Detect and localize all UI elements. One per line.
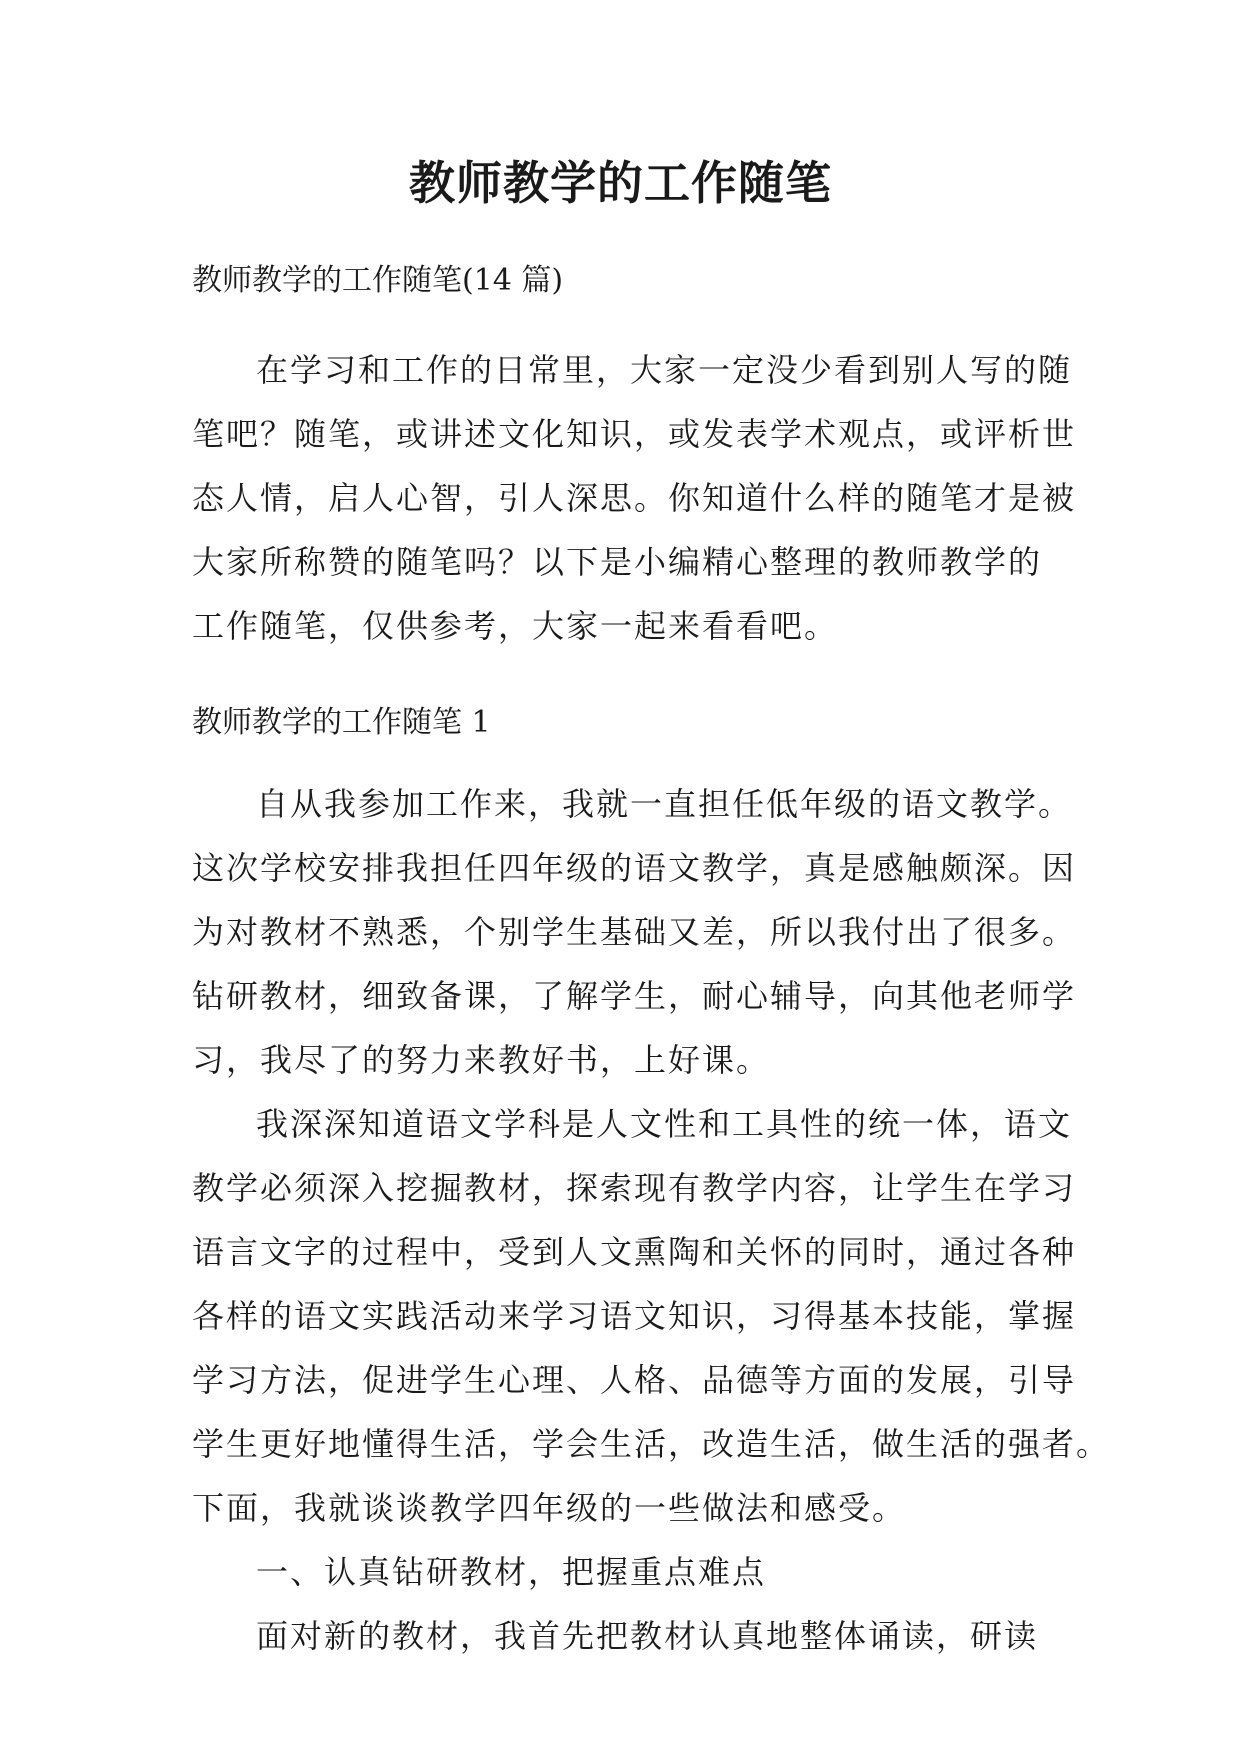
paragraph-line: 笔吧？随笔，或讲述文化知识，或发表学术观点，或评析世 bbox=[192, 415, 1077, 453]
paragraph-line: 钻研教材，细致备课，了解学生，耐心辅导，向其他老师学 bbox=[192, 977, 1077, 1015]
paragraph-line: 学生更好地懂得生活，学会生活，改造生活，做生活的强者。 bbox=[192, 1425, 1111, 1463]
paragraph-line: 下面，我就谈谈教学四年级的一些做法和感受。 bbox=[192, 1489, 907, 1527]
paragraph-line: 在学习和工作的日常里，大家一定没少看到别人写的随 bbox=[256, 351, 1073, 389]
body-paragraph-3 bbox=[192, 1604, 1062, 1668]
paragraph-line: 面对新的教材，我首先把教材认真地整体诵读，研读 bbox=[256, 1617, 1039, 1655]
intro-paragraph bbox=[192, 338, 1077, 658]
paragraph-line: 态人情，启人心智，引人深思。你知道什么样的随笔才是被 bbox=[192, 479, 1077, 517]
paragraph-line: 为对教材不熟悉，个别学生基础又差，所以我付出了很多。 bbox=[192, 913, 1077, 951]
paragraph-line: 大家所称赞的随笔吗？以下是小编精心整理的教师教学的 bbox=[192, 543, 1043, 581]
paragraph-line: 教学必须深入挖掘教材，探索现有教学内容，让学生在学习 bbox=[192, 1169, 1077, 1207]
paragraph-line: 习，我尽了的努力来教好书，上好课。 bbox=[192, 1041, 771, 1079]
paragraph-line: 自从我参加工作来，我就一直担任低年级的语文教学。 bbox=[256, 785, 1073, 823]
paragraph-line: 学习方法，促进学生心理、人格、品德等方面的发展，引导 bbox=[192, 1361, 1077, 1399]
point-heading-1 bbox=[192, 1540, 1062, 1604]
paragraph-line: 各样的语文实践活动来学习语文知识，习得基本技能，掌握 bbox=[192, 1297, 1077, 1335]
body-paragraph-1 bbox=[192, 772, 1077, 1092]
paragraph-line: 这次学校安排我担任四年级的语文教学，真是感触颇深。因 bbox=[192, 849, 1077, 887]
document-subtitle: 教师教学的工作随笔(14 篇) bbox=[192, 263, 564, 298]
point-heading-text: 一、认真钻研教材，把握重点难点 bbox=[256, 1553, 767, 1591]
paragraph-line: 语言文字的过程中，受到人文熏陶和关怀的同时，通过各种 bbox=[192, 1233, 1077, 1271]
body-paragraph-2 bbox=[192, 1092, 1111, 1540]
paragraph-line: 我深深知道语文学科是人文性和工具性的统一体，语文 bbox=[256, 1105, 1073, 1143]
document-title: 教师教学的工作随笔 bbox=[409, 156, 832, 210]
paragraph-line: 工作随笔，仅供参考，大家一起来看看吧。 bbox=[192, 607, 839, 645]
section-heading: 教师教学的工作随笔 1 bbox=[192, 705, 491, 740]
